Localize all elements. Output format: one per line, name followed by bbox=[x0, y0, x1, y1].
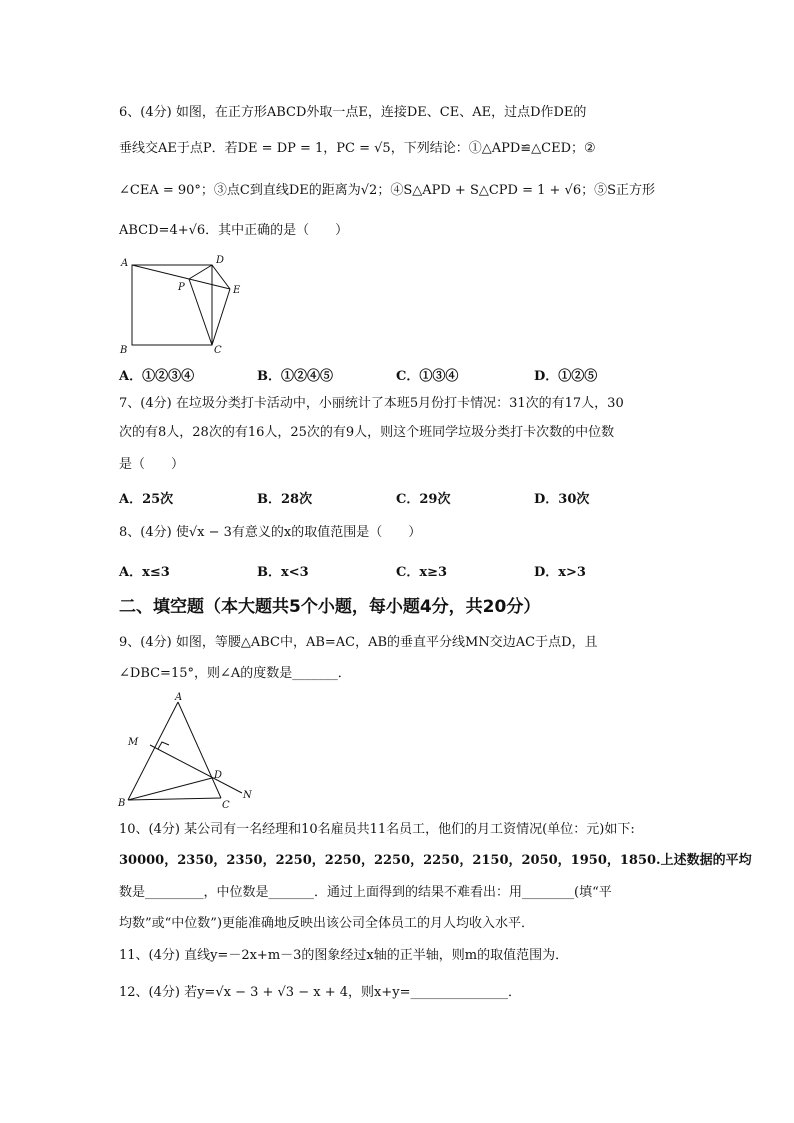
q6-option-c[interactable]: C．①③④ bbox=[396, 369, 459, 384]
label-a: A bbox=[121, 258, 129, 269]
segment-ce bbox=[212, 289, 230, 345]
q6-line2: 垂线交AE于点P．若DE = DP = 1，PC = √5，下列结论：①△APD≌△CED；② bbox=[119, 141, 596, 156]
label-a: A bbox=[175, 692, 183, 703]
q7-option-b[interactable]: B．28次 bbox=[257, 492, 313, 507]
q6-line3: ∠CEA = 90°；③点C到直线DE的距离为√2；④S△APD + S△CPD = 1 + √6；⑤S正方形 bbox=[119, 183, 656, 198]
q9-line1: 9、(4分) 如图，等腰△ABC中，AB=AC，AB的垂直平分线MN交边AC于点D，且 bbox=[119, 635, 598, 650]
segment-bd bbox=[128, 778, 212, 800]
q7-option-c[interactable]: C．29次 bbox=[396, 492, 451, 507]
label-c: C bbox=[222, 800, 230, 810]
label-e: E bbox=[233, 285, 241, 296]
q6-option-d[interactable]: D．①②⑤ bbox=[534, 369, 598, 384]
q6-line4: ABCD=4+√6．其中正确的是（ ） bbox=[119, 223, 349, 238]
q10-line4: 均数”或“中位数”)更能准确地反映出该公司全体员工的月人均收入水平． bbox=[119, 916, 535, 931]
segment-ac bbox=[178, 702, 221, 798]
q9-figure bbox=[112, 690, 262, 810]
segment-bc bbox=[128, 798, 221, 800]
label-b: B bbox=[120, 345, 128, 356]
label-d: D bbox=[214, 770, 223, 781]
q6-line1: 6、(4分) 如图，在正方形ABCD外取一点E，连接DE、CE、AE，过点D作DE的 bbox=[119, 105, 587, 120]
q8-line1: 8、(4分) 使√x − 3有意义的x的取值范围是（ ） bbox=[119, 525, 422, 540]
segment-ab bbox=[128, 702, 178, 800]
square-abcd bbox=[132, 265, 212, 345]
q6-option-b[interactable]: B．①②④⑤ bbox=[257, 369, 333, 384]
q8-option-d[interactable]: D．x>3 bbox=[534, 565, 586, 580]
segment-pc bbox=[189, 279, 212, 345]
q6-figure bbox=[112, 252, 252, 357]
q7-line1: 7、(4分) 在垃圾分类打卡活动中，小丽统计了本班5月份打卡情况：31次的有17人，30 bbox=[119, 396, 624, 411]
q10-line1: 10、(4分) 某公司有一名经理和10名雇员共11名员工，他们的月工资情况(单位：元)如下: bbox=[119, 822, 635, 837]
line-mn bbox=[150, 745, 242, 793]
q7-line3: 是（ ） bbox=[119, 457, 185, 472]
q10-line2: 30000，2350，2350，2250，2250，2250，2250，2150，2050，1950，1850.上述数据的平均 bbox=[119, 853, 752, 868]
section-heading-fill-blank: 二、填空题（本大题共5个小题，每小题4分，共20分） bbox=[119, 597, 541, 617]
label-m: M bbox=[128, 737, 139, 748]
q7-option-a[interactable]: A．25次 bbox=[119, 492, 174, 507]
label-c: C bbox=[214, 345, 222, 356]
label-d: D bbox=[216, 255, 225, 266]
label-n: N bbox=[243, 790, 252, 801]
q9-line2: ∠DBC=15°，则∠A的度数是_______． bbox=[119, 666, 351, 681]
q8-option-c[interactable]: C．x≥3 bbox=[396, 565, 448, 580]
segment-dp bbox=[189, 265, 212, 279]
right-angle-mark bbox=[158, 742, 169, 749]
q8-option-b[interactable]: B．x<3 bbox=[257, 565, 309, 580]
label-b: B bbox=[118, 798, 126, 809]
q11-line1: 11、(4分) 直线y=－2x+m－3的图象经过x轴的正半轴，则m的取值范围为． bbox=[119, 948, 569, 963]
q10-line3: 数是_________，中位数是_______．通过上面得到的结果不难看出：用________(填“平 bbox=[119, 885, 612, 900]
q8-option-a[interactable]: A．x≤3 bbox=[119, 565, 170, 580]
q6-option-a[interactable]: A．①②③④ bbox=[119, 369, 195, 384]
label-p: P bbox=[178, 282, 185, 293]
q12-line1: 12、(4分) 若y=√x − 3 + √3 − x + 4，则x+y=_______________． bbox=[119, 985, 521, 1000]
q7-line2: 次的有8人，28次的有16人，25次的有9人，则这个班同学垃圾分类打卡次数的中位数 bbox=[119, 425, 615, 440]
q7-option-d[interactable]: D．30次 bbox=[534, 492, 590, 507]
